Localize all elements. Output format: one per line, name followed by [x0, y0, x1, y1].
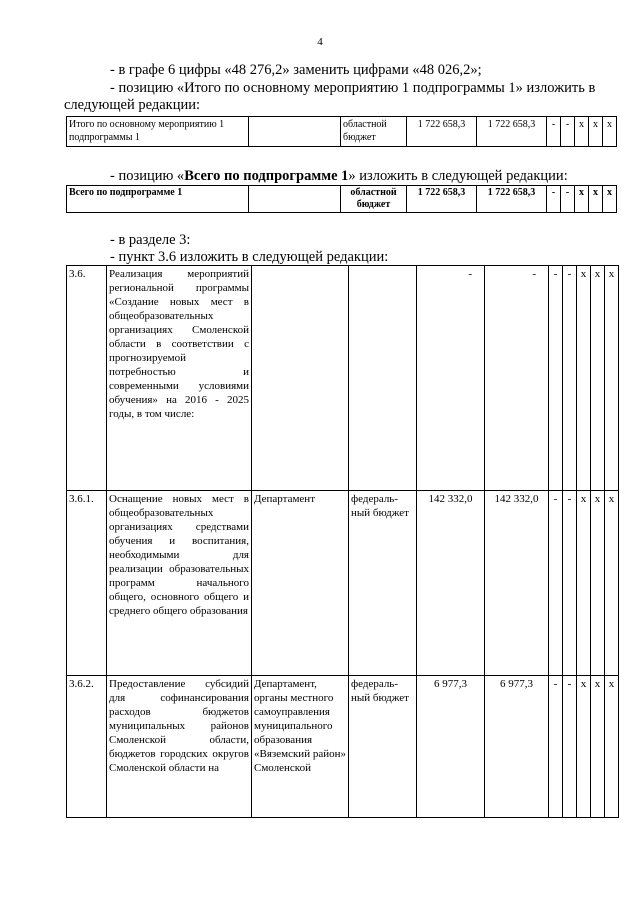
table-row [67, 676, 619, 818]
row-value2: - [485, 266, 549, 491]
total-sub-executor [249, 186, 341, 213]
row-value1: - [417, 266, 485, 491]
row-c2: - [563, 491, 577, 676]
page-number: 4 [317, 36, 323, 48]
row-c1: - [549, 266, 563, 491]
row-c1: - [549, 491, 563, 676]
section-3-6-table [66, 265, 619, 818]
row-c3: х [577, 491, 591, 676]
instruction-line-4: - позицию «Всего по подпрограмме 1» изложить в следующей редакции: [110, 168, 568, 184]
total-sub-value2: 1 722 658,3 [477, 186, 547, 213]
instruction-line-5: - в разделе 3: [110, 232, 191, 248]
row-c5: х [605, 266, 619, 491]
row-name: Реализация мероприятий региональной программы «Создание новых мест в общеобразовательных организациях Смоленской области в соответствии с прогнозируемой потребностью и современными условиями обучения» на 2016 - 2025 годы, в том числе: [107, 266, 252, 491]
row-executor: Департамент [252, 491, 349, 676]
row-value1: 142 332,0 [417, 491, 485, 676]
row-source: федераль-ный бюджет [349, 491, 417, 676]
row-value2: 6 977,3 [485, 676, 549, 818]
row-num: 3.6.1. [67, 491, 107, 676]
total-sub-source: областной бюджет [341, 186, 407, 213]
total-sub-c4: х [589, 186, 603, 213]
row-c2: - [563, 676, 577, 818]
total-main-c2: - [561, 117, 575, 147]
row-c5: х [605, 676, 619, 818]
row-c4: х [591, 491, 605, 676]
total-sub-value1: 1 722 658,3 [407, 186, 477, 213]
row-value1: 6 977,3 [417, 676, 485, 818]
total-main-table [66, 116, 617, 147]
row-c4: х [591, 266, 605, 491]
row-c1: - [549, 676, 563, 818]
total-sub-c5: х [603, 186, 617, 213]
total-main-c4: х [589, 117, 603, 147]
row-c4: х [591, 676, 605, 818]
total-main-executor [249, 117, 341, 147]
row-c3: х [577, 266, 591, 491]
instruction-line-2: - позицию «Итого по основному мероприятию 1 подпрограммы 1» изложить в [110, 80, 596, 96]
row-source [349, 266, 417, 491]
total-main-c5: х [603, 117, 617, 147]
total-main-source: областной бюджет [341, 117, 407, 147]
total-sub-c1: - [547, 186, 561, 213]
table-row [67, 491, 619, 676]
row-name: Оснащение новых мест в общеобразовательных организациях средствами обучения и воспитания, необходимыми для реализации образовательных программ начального общего, основного общего и среднего общего образования [107, 491, 252, 676]
instruction-line-3: следующей редакции: [64, 97, 201, 113]
row-num: 3.6. [67, 266, 107, 491]
total-main-value1: 1 722 658,3 [407, 117, 477, 147]
row-source: федераль-ный бюджет [349, 676, 417, 818]
row-executor: Департамент, органы местного самоуправления муниципального образования «Вяземский район» Смоленской [252, 676, 349, 818]
total-main-c1: - [547, 117, 561, 147]
total-main-value2: 1 722 658,3 [477, 117, 547, 147]
row-executor [252, 266, 349, 491]
row-c5: х [605, 491, 619, 676]
instruction-line-6: - пункт 3.6 изложить в следующей редакции: [110, 249, 389, 265]
total-sub-table [66, 185, 617, 213]
row-c3: х [577, 676, 591, 818]
row-name: Предоставление субсидий для софинансирования расходов бюджетов муниципальных районов Смоленской области, бюджетов городских округов Смоленской области на [107, 676, 252, 818]
total-main-c3: х [575, 117, 589, 147]
total-sub-label: Всего по подпрограмме 1 [67, 186, 249, 213]
total-sub-c2: - [561, 186, 575, 213]
total-main-label: Итого по основному мероприятию 1 подпрограммы 1 [67, 117, 249, 147]
row-value2: 142 332,0 [485, 491, 549, 676]
total-sub-c3: х [575, 186, 589, 213]
row-c2: - [563, 266, 577, 491]
instruction-line-1: - в графе 6 цифры «48 276,2» заменить цифрами «48 026,2»; [110, 62, 482, 78]
table-row [67, 266, 619, 491]
row-num: 3.6.2. [67, 676, 107, 818]
